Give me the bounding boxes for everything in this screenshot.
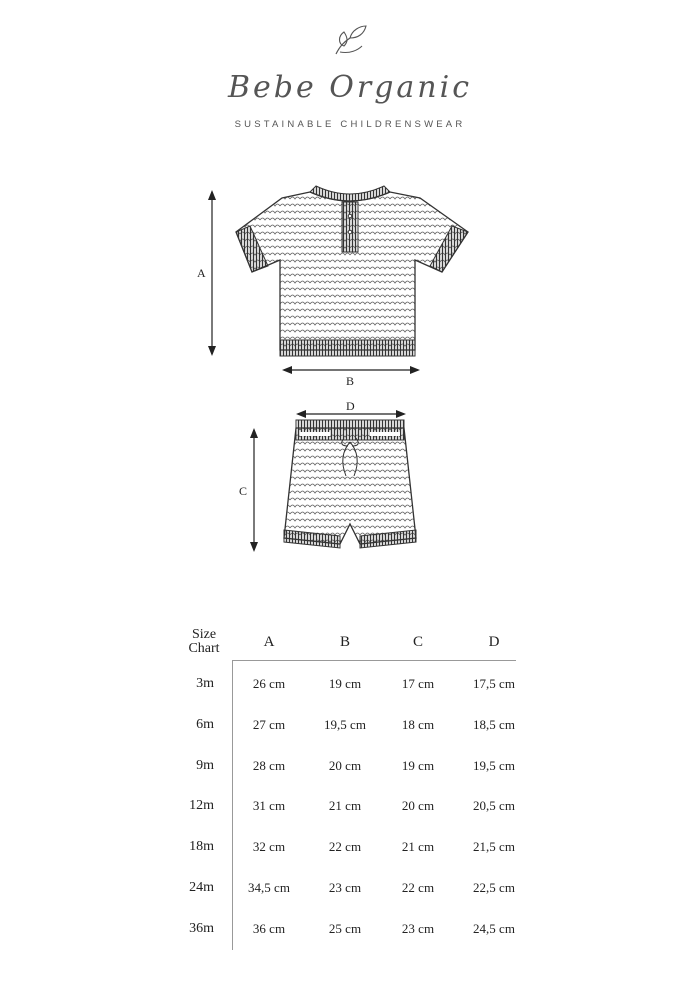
table-row [0, 880, 700, 900]
value-c: 19 cm [401, 758, 435, 773]
label-b: B [346, 374, 355, 388]
value-a: 26 cm [252, 676, 286, 691]
value-d: 22,5 cm [473, 880, 515, 895]
value-c: 20 cm [401, 798, 435, 813]
size-label: 18m [189, 839, 214, 854]
label-d: D [346, 399, 355, 413]
value-a: 31 cm [252, 798, 286, 813]
value-a: 34,5 cm [248, 880, 290, 895]
value-d: 18,5 cm [473, 717, 515, 732]
value-c: 18 cm [401, 717, 435, 732]
value-b: 25 cm [328, 921, 362, 936]
shorts-drawing [284, 420, 416, 548]
brand-name: Bebe Organic [227, 70, 473, 105]
size-label: 24m [189, 880, 214, 895]
table-row [0, 798, 700, 818]
dimension-b-arrow [282, 366, 420, 374]
table-row [0, 676, 700, 696]
size-label: 6m [196, 717, 214, 732]
size-chart-table [0, 620, 700, 960]
table-row [0, 839, 700, 859]
value-b: 21 cm [328, 798, 362, 813]
table-row [0, 758, 700, 778]
table-row [0, 921, 700, 941]
table-row [0, 717, 700, 737]
corner-label-chart: Chart [188, 641, 220, 656]
value-a: 28 cm [252, 758, 286, 773]
label-a: A [197, 266, 206, 280]
value-c: 21 cm [401, 839, 435, 854]
value-a: 27 cm [252, 717, 286, 732]
dimension-c-arrow [250, 428, 258, 552]
value-c: 22 cm [401, 880, 435, 895]
size-label: 9m [196, 758, 214, 773]
value-d: 19,5 cm [473, 758, 515, 773]
dimension-a-arrow [208, 190, 216, 356]
label-c: C [239, 484, 248, 498]
brand-tagline: SUSTAINABLE CHILDRENSWEAR [234, 119, 466, 130]
column-header-b: B [339, 634, 350, 650]
value-b: 20 cm [328, 758, 362, 773]
column-header-a: A [263, 634, 275, 650]
value-b: 19,5 cm [324, 717, 366, 732]
size-label: 36m [189, 921, 214, 936]
size-label: 12m [189, 798, 214, 813]
size-chart-corner [180, 628, 228, 656]
brand-header [0, 0, 700, 140]
size-label: 3m [196, 676, 214, 691]
value-d: 20,5 cm [473, 798, 515, 813]
t-shirt-drawing [236, 186, 468, 356]
value-c: 23 cm [401, 921, 435, 936]
value-a: 32 cm [252, 839, 286, 854]
corner-label-size: Size [191, 627, 217, 642]
value-d: 17,5 cm [473, 676, 515, 691]
value-b: 22 cm [328, 839, 362, 854]
header-divider [232, 660, 516, 661]
value-a: 36 cm [252, 921, 286, 936]
value-d: 21,5 cm [473, 839, 515, 854]
column-header-d: D [488, 634, 500, 650]
leaf-icon [330, 20, 370, 60]
value-b: 23 cm [328, 880, 362, 895]
value-c: 17 cm [401, 676, 435, 691]
column-header-c: C [412, 634, 423, 650]
value-d: 24,5 cm [473, 921, 515, 936]
value-b: 19 cm [328, 676, 362, 691]
